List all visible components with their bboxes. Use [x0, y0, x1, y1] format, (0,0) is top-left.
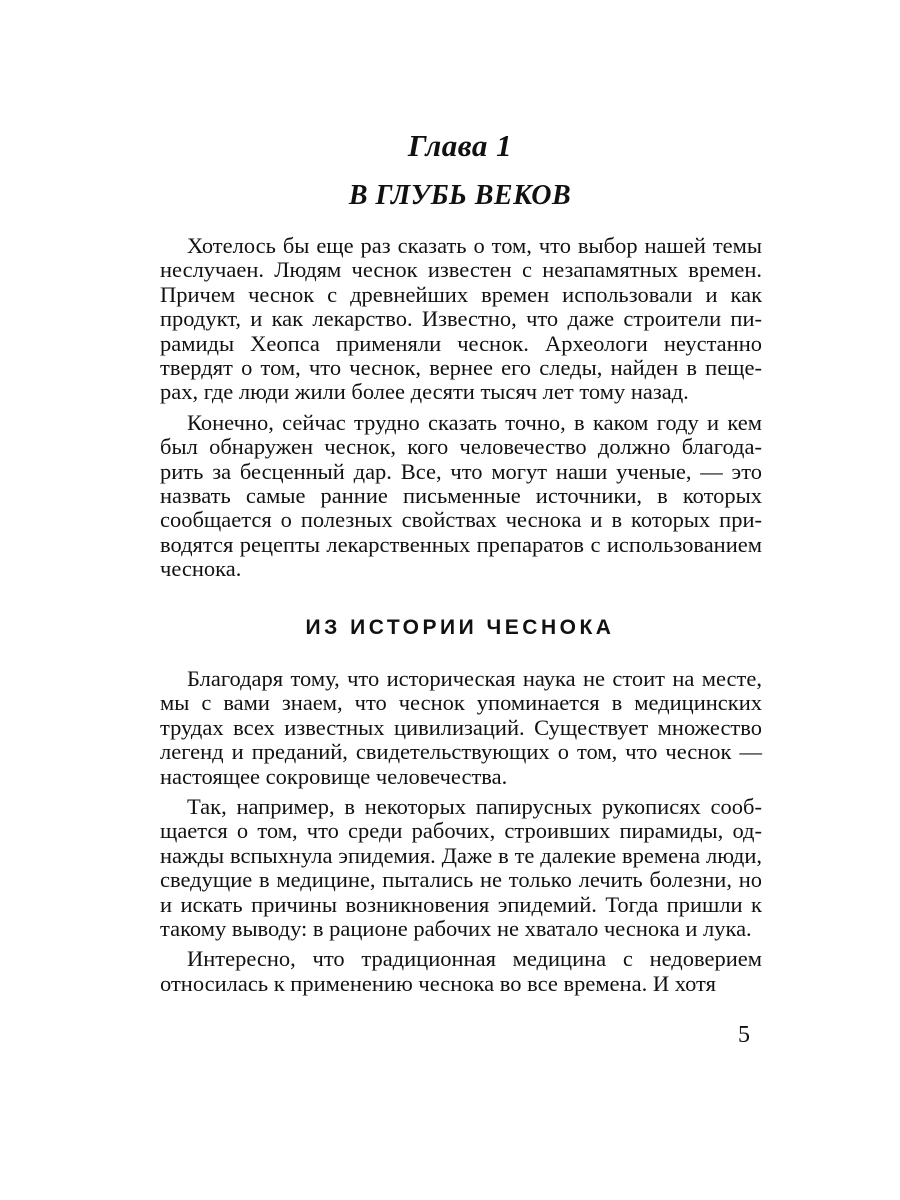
section-text — [160, 667, 762, 1002]
paragraph: Хотелось бы еще раз сказать о том, что выбор нашей темы неслучаен. Людям чеснок известен с незапамятных времен. Причем чеснок с древнейших времен использовали и как продукт, и как лекарство. Известно, что даже строители пирамиды Хеопса применяли чеснок. Археологи неустанно твердят о том, что чеснок, вернее его следы, найден в пещерах, где люди жили более десяти тысяч лет тому назад. — [160, 233, 762, 405]
chapter-title: В ГЛУБЬ ВЕКОВ — [348, 180, 572, 211]
paragraph: Интересно, что традиционная медицина с недоверием относилась к применению чеснока во все времена. И хотя — [160, 946, 762, 996]
paragraph: Так, например, в некоторых папирусных рукописях сообщается о том, что среди рабочих, строивших пирамиды, однажды вспыхнула эпидемия. Даже в те далекие времена люди, сведущие в медицине, пытались не только лечить болезни, но и искать причины возникновения эпидемий. Тогда пришли к такому выводу: в рационе рабочих не хватало чеснока и лука. — [160, 794, 762, 942]
section-heading: ИЗ ИСТОРИИ ЧЕСНОКА — [305, 616, 615, 639]
intro-text — [160, 234, 762, 588]
chapter-label: Глава 1 — [407, 128, 513, 163]
paragraph: Конечно, сейчас трудно сказать точно, в каком году и кем был обнаружен чеснок, кого человечество должно благодарить за бесценный дар. Все, что могут наши ученые, — это назвать самые ранние письменные источники, в которых сообщается о полезных свойствах чеснока и в которых приводятся рецепты лекарственных препаратов с использованием чеснока. — [160, 409, 762, 582]
paragraph: Благодаря тому, что историческая наука не стоит на месте, мы с вами знаем, что чеснок упоминается в медицинских трудах всех известных цивилизаций. Существует множество легенд и преданий, свидетельствующих о том, что чеснок — настоящее сокровище человечества. — [160, 666, 762, 789]
page-number: 5 — [738, 1022, 750, 1048]
